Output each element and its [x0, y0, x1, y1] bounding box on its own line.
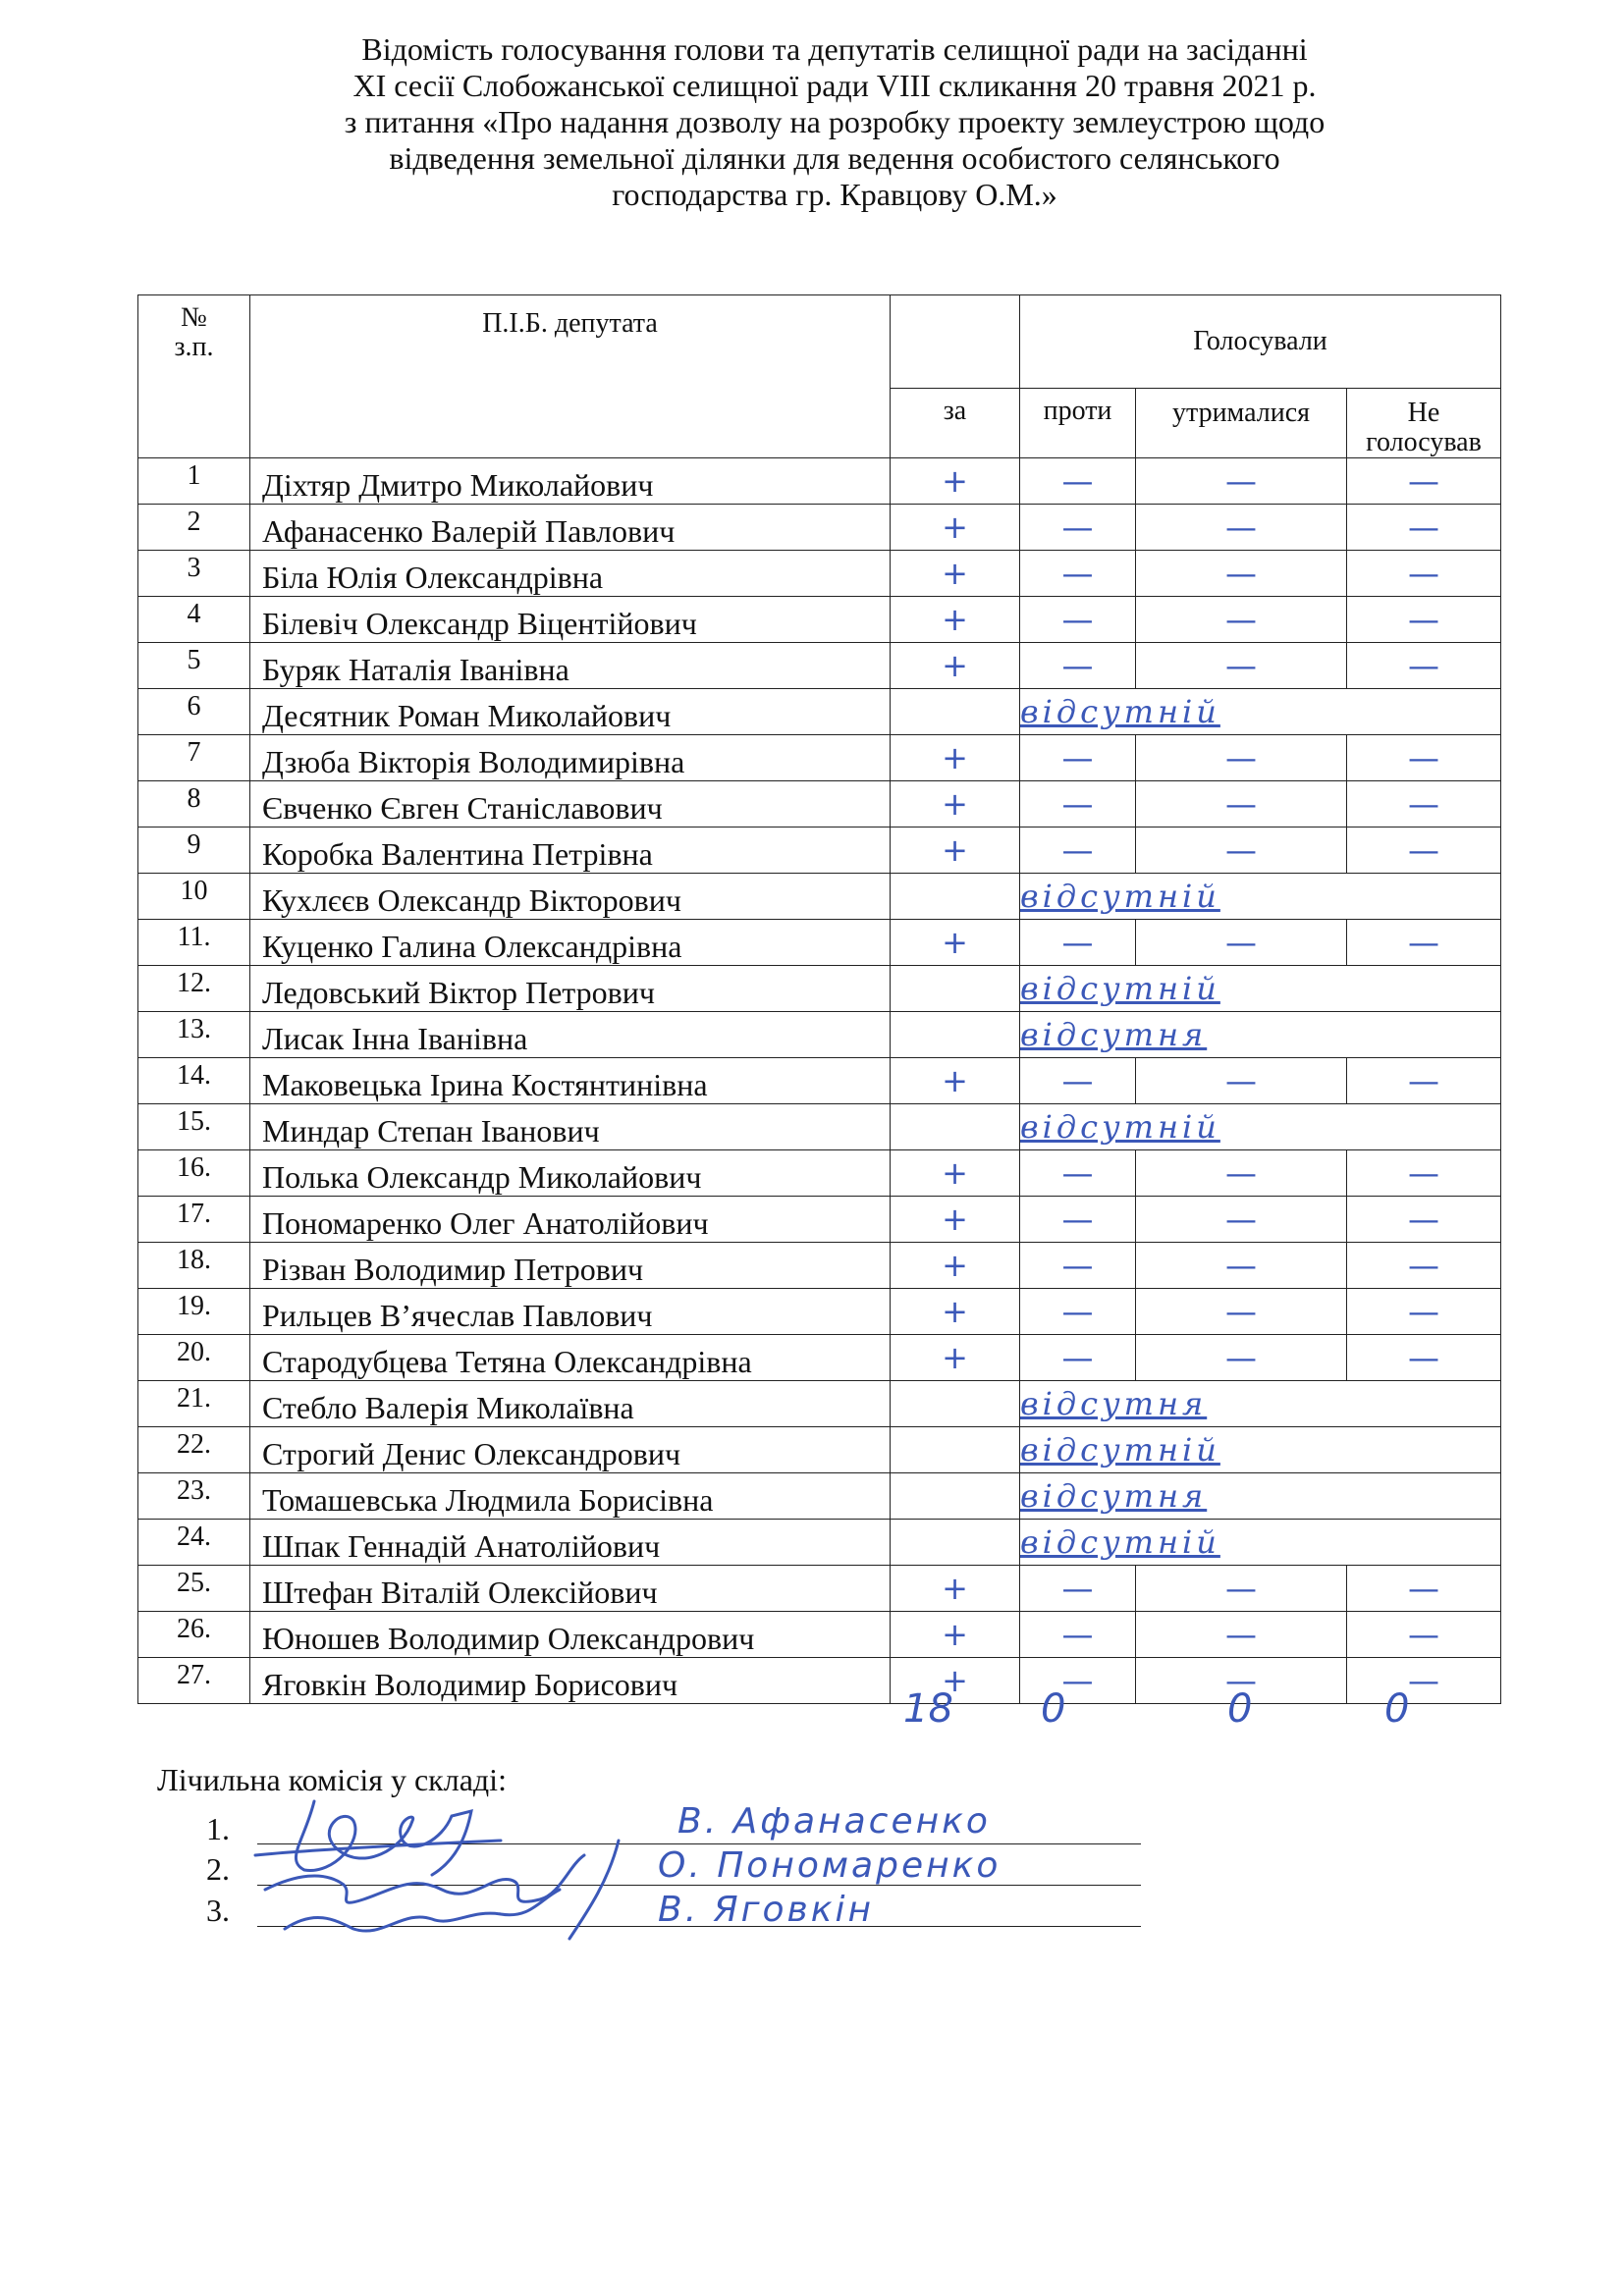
vote-for-mark: + [891, 597, 1020, 643]
deputy-name: Пономаренко Олег Анатолійович [250, 1197, 891, 1243]
row-number: 19. [138, 1289, 250, 1335]
signed-name: В. Яговкін [658, 1890, 875, 1930]
vote-for-mark: + [891, 643, 1020, 689]
vote-against-mark: — [1020, 458, 1136, 505]
vote-against-mark: — [1020, 1335, 1136, 1381]
title-line: Відомість голосування голови та депутатів селищної ради на засіданні [361, 31, 1308, 67]
vote-for-mark: + [891, 1658, 1020, 1704]
vote-for-cell [891, 1381, 1020, 1427]
absent-mark: відсутній [1020, 966, 1501, 1012]
deputy-name: Штефан Віталій Олексійович [250, 1566, 891, 1612]
row-number: 20. [138, 1335, 250, 1381]
table-row [138, 1104, 1501, 1150]
deputy-name: Дзюба Вікторія Володимирівна [250, 735, 891, 781]
table-row [138, 1289, 1501, 1335]
vote-against-mark: — [1020, 781, 1136, 828]
vote-for-cell [891, 1520, 1020, 1566]
vote-not-voted-mark: — [1347, 1566, 1501, 1612]
table-row [138, 1381, 1501, 1427]
vote-for-mark: + [891, 781, 1020, 828]
signed-name: В. Афанасенко [677, 1801, 991, 1842]
deputy-name: Десятник Роман Миколайович [250, 689, 891, 735]
row-number: 14. [138, 1058, 250, 1104]
vote-not-voted-mark: — [1347, 597, 1501, 643]
vote-for-cell [891, 966, 1020, 1012]
header-for: за [891, 389, 1020, 458]
commission-number: 3. [206, 1893, 230, 1928]
vote-for-mark: + [891, 1335, 1020, 1381]
vote-for-mark: + [891, 1289, 1020, 1335]
vote-against-mark: — [1020, 1197, 1136, 1243]
table-row [138, 1012, 1501, 1058]
absent-mark: відсутній [1020, 1520, 1501, 1566]
table-row [138, 458, 1501, 505]
vote-for-mark: + [891, 1197, 1020, 1243]
table-row [138, 551, 1501, 597]
vote-abstained-mark: — [1136, 781, 1347, 828]
deputy-name: Коробка Валентина Петрівна [250, 828, 891, 874]
vote-for-mark: + [891, 1058, 1020, 1104]
table-row [138, 1243, 1501, 1289]
table-row [138, 1197, 1501, 1243]
table-row [138, 920, 1501, 966]
vote-against-mark: — [1020, 1243, 1136, 1289]
deputy-name: Миндар Степан Іванович [250, 1104, 891, 1150]
vote-for-cell [891, 689, 1020, 735]
totals-row [903, 1686, 1434, 1735]
vote-against-mark: — [1020, 1658, 1136, 1704]
vote-for-mark: + [891, 505, 1020, 551]
vote-abstained-mark: — [1136, 1289, 1347, 1335]
vote-abstained-mark: — [1136, 1566, 1347, 1612]
table-row [138, 689, 1501, 735]
vote-not-voted-mark: — [1347, 551, 1501, 597]
title-line: господарства гр. Кравцову О.М.» [612, 177, 1057, 212]
table-row [138, 1566, 1501, 1612]
vote-for-cell [891, 1012, 1020, 1058]
table-row [138, 1520, 1501, 1566]
table-row [138, 735, 1501, 781]
vote-against-mark: — [1020, 551, 1136, 597]
vote-for-cell [891, 874, 1020, 920]
row-number: 5 [138, 643, 250, 689]
vote-not-voted-mark: — [1347, 735, 1501, 781]
table-row [138, 1335, 1501, 1381]
header-number: № з.п. [138, 295, 250, 458]
absent-mark: відсутня [1020, 1473, 1501, 1520]
vote-for-mark: + [891, 458, 1020, 505]
vote-abstained-mark: — [1136, 735, 1347, 781]
vote-abstained-mark: — [1136, 1658, 1347, 1704]
vote-not-voted-mark: — [1347, 1335, 1501, 1381]
vote-for-mark: + [891, 1243, 1020, 1289]
table-row [138, 505, 1501, 551]
row-number: 17. [138, 1197, 250, 1243]
vote-against-mark: — [1020, 735, 1136, 781]
vote-not-voted-mark: — [1347, 920, 1501, 966]
vote-abstained-mark: — [1136, 1058, 1347, 1104]
vote-for-mark: + [891, 551, 1020, 597]
table-row [138, 1473, 1501, 1520]
deputy-name: Куценко Галина Олександрівна [250, 920, 891, 966]
row-number: 15. [138, 1104, 250, 1150]
absent-mark: відсутній [1020, 874, 1501, 920]
deputy-name: Євченко Євген Станіславович [250, 781, 891, 828]
vote-not-voted-mark: — [1347, 1058, 1501, 1104]
vote-for-mark: + [891, 1566, 1020, 1612]
vote-against-mark: — [1020, 1058, 1136, 1104]
deputy-name: Афанасенко Валерій Павлович [250, 505, 891, 551]
vote-for-cell [891, 1473, 1020, 1520]
header-empty [891, 295, 1020, 389]
row-number: 18. [138, 1243, 250, 1289]
deputy-name: Рильцев В’ячеслав Павлович [250, 1289, 891, 1335]
table-row [138, 643, 1501, 689]
row-number: 12. [138, 966, 250, 1012]
table-row [138, 1058, 1501, 1104]
vote-against-mark: — [1020, 505, 1136, 551]
vote-for-mark: + [891, 1150, 1020, 1197]
row-number: 21. [138, 1381, 250, 1427]
header-abstained: утрималися [1136, 389, 1347, 458]
commission-number: 2. [206, 1851, 230, 1887]
vote-against-mark: — [1020, 920, 1136, 966]
deputy-name: Різван Володимир Петрович [250, 1243, 891, 1289]
deputy-name: Білевіч Олександр Віцентійович [250, 597, 891, 643]
vote-against-mark: — [1020, 1289, 1136, 1335]
row-number: 22. [138, 1427, 250, 1473]
row-number: 6 [138, 689, 250, 735]
row-number: 10 [138, 874, 250, 920]
row-number: 7 [138, 735, 250, 781]
deputy-name: Юношев Володимир Олександрович [250, 1612, 891, 1658]
vote-against-mark: — [1020, 643, 1136, 689]
deputy-name: Стародубцева Тетяна Олександрівна [250, 1335, 891, 1381]
vote-not-voted-mark: — [1347, 828, 1501, 874]
vote-not-voted-mark: — [1347, 643, 1501, 689]
total-not-voted: 0 [1384, 1686, 1410, 1732]
vote-abstained-mark: — [1136, 643, 1347, 689]
table-row [138, 1150, 1501, 1197]
deputy-name: Яговкін Володимир Борисович [250, 1658, 891, 1704]
deputy-name: Діхтяр Дмитро Миколайович [250, 458, 891, 505]
vote-not-voted-mark: — [1347, 458, 1501, 505]
deputy-name: Буряк Наталія Іванівна [250, 643, 891, 689]
vote-abstained-mark: — [1136, 1335, 1347, 1381]
deputy-name: Маковецька Ірина Костянтинівна [250, 1058, 891, 1104]
row-number: 9 [138, 828, 250, 874]
vote-for-cell [891, 1427, 1020, 1473]
vote-not-voted-mark: — [1347, 781, 1501, 828]
absent-mark: відсутня [1020, 1012, 1501, 1058]
row-number: 8 [138, 781, 250, 828]
total-for: 18 [903, 1686, 953, 1732]
header-voted: Голосували [1020, 295, 1501, 389]
row-number: 4 [138, 597, 250, 643]
total-abstained: 0 [1227, 1686, 1253, 1732]
table-row [138, 828, 1501, 874]
title-line: відведення земельної ділянки для ведення особистого селянського [389, 140, 1280, 176]
voting-table-body [138, 458, 1501, 1704]
table-row [138, 781, 1501, 828]
row-number: 24. [138, 1520, 250, 1566]
vote-abstained-mark: — [1136, 505, 1347, 551]
vote-against-mark: — [1020, 1566, 1136, 1612]
vote-not-voted-mark: — [1347, 1150, 1501, 1197]
vote-abstained-mark: — [1136, 1150, 1347, 1197]
deputy-name: Стебло Валерія Миколаївна [250, 1381, 891, 1427]
vote-for-mark: + [891, 735, 1020, 781]
vote-abstained-mark: — [1136, 1243, 1347, 1289]
row-number: 1 [138, 458, 250, 505]
vote-abstained-mark: — [1136, 828, 1347, 874]
vote-not-voted-mark: — [1347, 1658, 1501, 1704]
vote-for-mark: + [891, 920, 1020, 966]
vote-not-voted-mark: — [1347, 1612, 1501, 1658]
vote-not-voted-mark: — [1347, 1243, 1501, 1289]
deputy-name: Томашевська Людмила Борисівна [250, 1473, 891, 1520]
vote-against-mark: — [1020, 828, 1136, 874]
vote-for-mark: + [891, 1612, 1020, 1658]
table-row [138, 597, 1501, 643]
title-line: з питання «Про надання дозволу на розробку проекту землеустрою щодо [344, 104, 1326, 139]
header-not-voted: Не голосував [1347, 389, 1501, 458]
absent-mark: відсутній [1020, 689, 1501, 735]
row-number: 11. [138, 920, 250, 966]
commission-number: 1. [206, 1811, 230, 1846]
signed-name: О. Пономаренко [658, 1845, 1001, 1886]
table-row [138, 1612, 1501, 1658]
row-number: 2 [138, 505, 250, 551]
table-row [138, 966, 1501, 1012]
vote-against-mark: — [1020, 1150, 1136, 1197]
vote-not-voted-mark: — [1347, 1197, 1501, 1243]
deputy-name: Кухлєєв Олександр Вікторович [250, 874, 891, 920]
deputy-name: Полька Олександр Миколайович [250, 1150, 891, 1197]
signature-scribbles [245, 1782, 658, 1949]
row-number: 25. [138, 1566, 250, 1612]
header-against: проти [1020, 389, 1136, 458]
row-number: 13. [138, 1012, 250, 1058]
row-number: 27. [138, 1658, 250, 1704]
vote-abstained-mark: — [1136, 597, 1347, 643]
document-title [196, 31, 1473, 213]
vote-abstained-mark: — [1136, 920, 1347, 966]
commission-label: Лічильна комісія у складі: [157, 1762, 507, 1797]
deputy-name: Ледовський Віктор Петрович [250, 966, 891, 1012]
vote-for-mark: + [891, 828, 1020, 874]
deputy-name: Шпак Геннадій Анатолійович [250, 1520, 891, 1566]
vote-abstained-mark: — [1136, 1197, 1347, 1243]
absent-mark: відсутній [1020, 1104, 1501, 1150]
vote-not-voted-mark: — [1347, 1289, 1501, 1335]
vote-for-cell [891, 1104, 1020, 1150]
vote-abstained-mark: — [1136, 458, 1347, 505]
row-number: 26. [138, 1612, 250, 1658]
voting-table [137, 294, 1501, 1704]
deputy-name: Лисак Інна Іванівна [250, 1012, 891, 1058]
absent-mark: відсутня [1020, 1381, 1501, 1427]
total-against: 0 [1041, 1686, 1066, 1732]
title-line: XI сесії Слобожанської селищної ради VIII скликання 20 травня 2021 р. [352, 68, 1317, 103]
vote-abstained-mark: — [1136, 551, 1347, 597]
row-number: 16. [138, 1150, 250, 1197]
table-row [138, 1427, 1501, 1473]
row-number: 3 [138, 551, 250, 597]
vote-abstained-mark: — [1136, 1612, 1347, 1658]
table-row [138, 874, 1501, 920]
absent-mark: відсутній [1020, 1427, 1501, 1473]
header-name: П.І.Б. депутата [250, 295, 891, 458]
row-number: 23. [138, 1473, 250, 1520]
deputy-name: Строгий Денис Олександрович [250, 1427, 891, 1473]
deputy-name: Біла Юлія Олександрівна [250, 551, 891, 597]
vote-not-voted-mark: — [1347, 505, 1501, 551]
vote-against-mark: — [1020, 597, 1136, 643]
vote-against-mark: — [1020, 1612, 1136, 1658]
